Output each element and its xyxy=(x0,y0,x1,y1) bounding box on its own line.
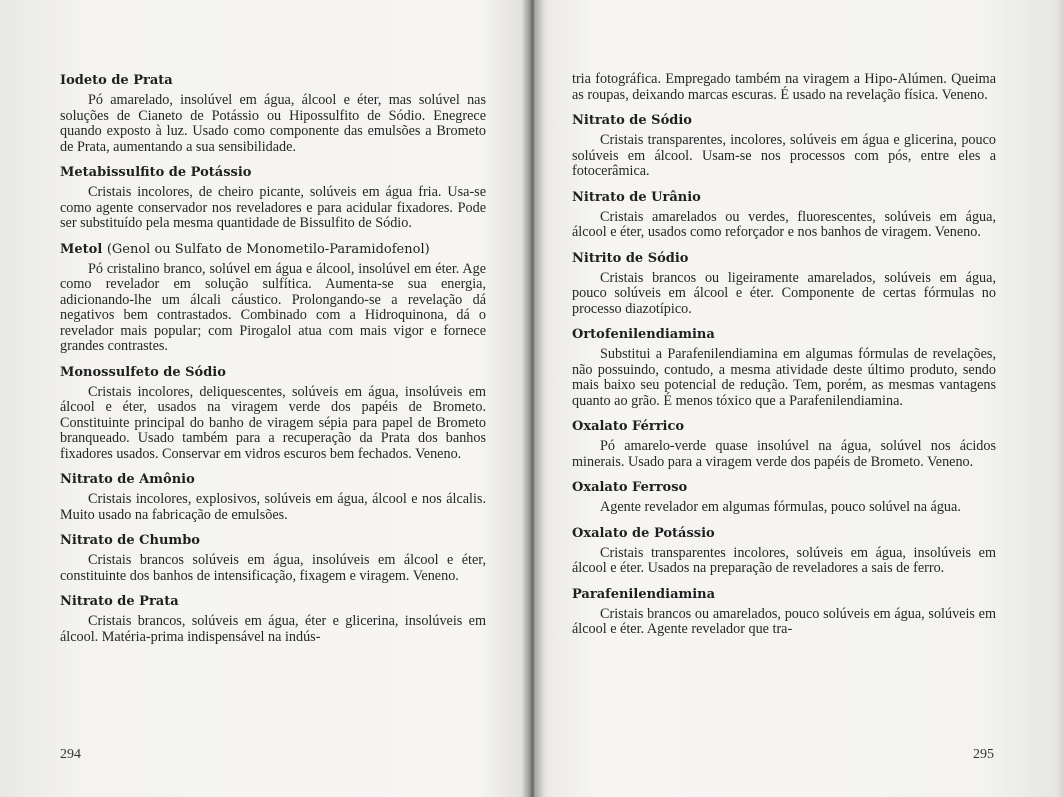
entry-title: Nitrato de Sódio xyxy=(572,113,692,128)
entry-body: Pó amarelo-verde quase insolúvel na água, solúvel nos ácidos minerais. Usado para a viragem verde dos papéis de Brometo. Veneno. xyxy=(572,438,996,470)
entry-title: Oxalato Férrico xyxy=(572,419,685,434)
entry-body: Agente revelador em algumas fórmulas, pouco solúvel na água. xyxy=(600,499,961,515)
entry-oxalato-de-potassio xyxy=(572,525,996,577)
entry-body: Cristais amarelados ou verdes, fluorescentes, solúveis em água, álcool e éter, usados como reforçador e nos banhos de viragem. Veneno. xyxy=(572,208,996,240)
entry-body: Substitui a Parafenilendiamina em algumas fórmulas de revelações, não possuindo, contudo, a mesma atividade deste último produto, sendo mais baixo seu potencial de redução. Tem, porém, as mesmas vantagens quanto ao grão. É menos tóxico que a Parafenilendiamina. xyxy=(572,346,996,409)
entry-title: Metabissulfito de Potássio xyxy=(60,165,252,180)
page-number: 295 xyxy=(973,747,994,762)
entry-title: Nitrato de Amônio xyxy=(60,472,195,487)
entry-body: Cristais incolores, deliquescentes, solúveis em água, insolúveis em álcool e éter, usados na viragem verde dos papéis de Brometo. Constituinte principal do banho de viragem sépia para papel de Brometo branqueado. Usado também para a recuperação da Prata dos banhos fixadores usados. Conservar em vidros escuros bem fechados. Veneno. xyxy=(60,383,486,462)
continued-paragraph: tria fotográfica. Empregado também na viragem a Hipo-Alúmen. Queima as roupas, deixando marcas escuras. É usado na revelação física. Veneno. xyxy=(572,71,996,103)
entry-metol xyxy=(60,241,486,355)
entry-body: Pó cristalino branco, solúvel em água e álcool, insolúvel em éter. Age como revelador em solução sulfítica. Aumenta-se sua energia, adicionando-lhe um álcali cáustico. Prolongando-se a revelação dá negativos bem contrastados. Combinado com a Hidroquinona, dá o revelador mais popular; com Pirogalol atua com mais vigor e fornece grandes contrastes. xyxy=(60,260,486,354)
entry-body: Cristais brancos ou amarelados, pouco solúveis em água, solúveis em álcool e éter. Agente revelador que tra- xyxy=(572,605,996,637)
entry-title: Oxalato de Potássio xyxy=(572,525,715,541)
entry-title-row xyxy=(60,241,486,259)
entry-body: Pó amarelado, insolúvel em água, álcool e éter, mas solúvel nas soluções de Cianeto de Potássio ou Hipossulfito de Sódio. Enegrece quando exposto à luz. Usado como componente das emulsões a Brometo de Prata, aumentando a sua sensibilidade. xyxy=(60,92,486,155)
entry-parafenilendiamina xyxy=(572,586,996,638)
entry-title: Nitrato de Urânio xyxy=(572,189,701,205)
entry-title: Metol xyxy=(60,241,103,257)
entry-body: Cristais brancos ou ligeiramente amarelados, solúveis em água, pouco solúveis em álcool e éter. Componente de certas fórmulas no processo diazotípico. xyxy=(572,269,996,317)
entry-body: Cristais transparentes, incolores, solúveis em água e glicerina, pouco solúveis em álcool. Usam-se nos processos com pós, entre eles a fotocerâmica. xyxy=(572,132,996,179)
page-number: 294 xyxy=(60,747,81,762)
entry-nitrato-de-amonio xyxy=(60,471,486,523)
entry-title: Parafenilendiamina xyxy=(572,586,716,602)
entry-subtitle: (Genol ou Sulfato de Monometilo-Paramidofenol) xyxy=(106,241,430,257)
entry-title: Oxalato Ferroso xyxy=(572,480,688,495)
entry-nitrato-de-chumbo xyxy=(60,532,486,584)
entry-body: Cristais incolores, explosivos, solúveis em água, álcool e nos álcalis. Muito usado na fabricação de emulsões. xyxy=(60,491,486,523)
entry-ortofenilendiamina xyxy=(572,326,996,409)
entry-nitrito-de-sodio xyxy=(572,250,996,318)
entry-oxalato-ferrico xyxy=(572,418,996,470)
entry-body: Cristais incolores, de cheiro picante, solúveis em água fria. Usa-se como agente conservador nos reveladores e para acidular fixadores. Pode ser substituído pela mesma quantidade de Bissulfito de Sódio. xyxy=(60,184,486,231)
entry-title: Nitrito de Sódio xyxy=(572,250,689,266)
entry-body: Cristais brancos solúveis em água, insolúveis em álcool e éter, constituinte dos banhos de intensificação, fixagem e viragem. Veneno. xyxy=(60,552,486,584)
entry-metabissulfito-de-potassio xyxy=(60,164,486,232)
entry-title: Nitrato de Chumbo xyxy=(60,533,200,548)
entry-nitrato-de-uranio xyxy=(572,189,996,241)
entry-title: Iodeto de Prata xyxy=(60,73,173,88)
entry-body: Cristais brancos, solúveis em água, éter e glicerina, insolúveis em álcool. Matéria-prima indispensável na indús- xyxy=(60,613,486,645)
right-page xyxy=(532,0,1064,797)
entry-title: Monossulfeto de Sódio xyxy=(60,364,226,380)
entry-body: Cristais transparentes incolores, solúveis em água, insolúveis em álcool e éter. Usados na preparação de reveladores a sais de ferro. xyxy=(572,544,996,576)
entry-monossulfeto-de-sodio xyxy=(60,364,486,463)
entry-oxalato-ferroso xyxy=(572,479,996,516)
entry-nitrato-de-sodio xyxy=(572,112,996,180)
entry-title: Nitrato de Prata xyxy=(60,594,179,609)
entry-title: Ortofenilendiamina xyxy=(572,327,715,342)
page-edge xyxy=(1056,0,1064,797)
entry-iodeto-de-prata xyxy=(60,72,486,155)
entry-nitrato-de-prata xyxy=(60,593,486,645)
